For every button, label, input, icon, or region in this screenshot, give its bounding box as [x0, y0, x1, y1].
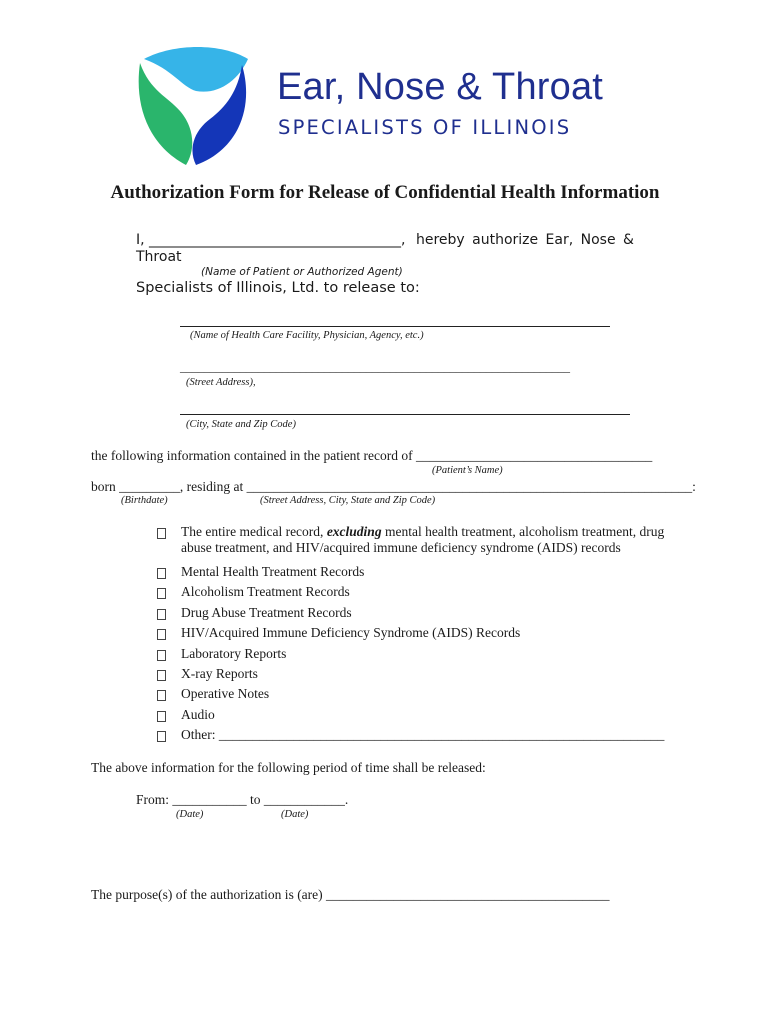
checkbox[interactable] — [157, 528, 166, 539]
checkbox[interactable] — [157, 650, 166, 661]
patient-name-caption: (Patient’s Name) — [432, 465, 503, 476]
agent-name-blank: ____________________________________, — [149, 232, 406, 248]
form-title: Authorization Form for Release of Confidential Health Information — [110, 182, 660, 203]
record-type-label: Other: __________________________________________________________________ — [181, 727, 665, 743]
checkbox[interactable] — [157, 731, 166, 742]
agent-name-caption: (Name of Patient or Authorized Agent) — [201, 266, 403, 278]
street-address-caption: (Street Address), — [186, 377, 256, 388]
purpose-line: The purpose(s) of the authorization is (are) __________________________________________ — [91, 887, 610, 902]
record-type-label: HIV/Acquired Immune Deficiency Syndrome (AIDS) Records — [181, 625, 521, 641]
residence-address-caption: (Street Address, City, State and Zip Code) — [260, 495, 436, 506]
facility-caption: (Name of Health Care Facility, Physician, Agency, etc.) — [190, 330, 424, 341]
entire-record-emphasis: excluding — [326, 524, 382, 539]
record-type-label: Drug Abuse Treatment Records — [181, 604, 352, 620]
patient-record-line: the following information contained in the patient record of ___________________________________ — [91, 448, 653, 463]
entire-record-line2: abuse treatment, and HIV/acquired immune deficiency syndrome (AIDS) records — [181, 540, 621, 555]
entire-record-suffix: mental health treatment, alcoholism treatment, drug — [384, 524, 665, 539]
intro-authorize: hereby authorize Ear, Nose & — [415, 232, 634, 248]
record-type-label: X-ray Reports — [181, 665, 258, 681]
intro-line-3: Specialists of Illinois, Ltd. to release to: — [136, 280, 420, 296]
city-state-zip-caption: (City, State and Zip Code) — [186, 419, 296, 430]
logo-mark — [134, 45, 252, 167]
logo-subtitle: SPECIALISTS OF ILLINOIS — [278, 116, 572, 139]
checkbox[interactable] — [157, 609, 166, 620]
checkbox[interactable] — [157, 568, 166, 579]
entire-record-prefix: The entire medical record, — [181, 524, 324, 539]
from-to-line: From: ___________ to ____________. — [136, 792, 349, 807]
intro-i: I, — [136, 232, 145, 248]
from-date-caption: (Date) — [176, 809, 204, 820]
record-type-entire-label — [181, 524, 664, 556]
record-type-label: Laboratory Reports — [181, 645, 287, 661]
intro-line-2: Throat — [136, 249, 182, 265]
checkbox[interactable] — [157, 670, 166, 681]
period-text: The above information for the following period of time shall be released: — [91, 760, 486, 775]
record-type-label: Audio — [181, 706, 215, 722]
checkbox[interactable] — [157, 588, 166, 599]
born-residing-line: born _________, residing at __________________________________________________________________: — [91, 479, 696, 494]
record-type-label: Alcoholism Treatment Records — [181, 584, 350, 600]
checkbox[interactable] — [157, 711, 166, 722]
checkbox[interactable] — [157, 690, 166, 701]
record-type-label: Operative Notes — [181, 686, 270, 702]
to-date-caption: (Date) — [281, 809, 309, 820]
birthdate-caption: (Birthdate) — [121, 495, 168, 506]
facility-name-line — [180, 326, 610, 327]
logo-swoosh-cyan — [144, 47, 248, 92]
record-type-label: Mental Health Treatment Records — [181, 564, 365, 579]
logo-title: Ear, Nose & Throat — [277, 66, 604, 108]
street-address-blank: _________________________________________________________________ — [180, 360, 570, 374]
checkbox[interactable] — [157, 629, 166, 640]
city-state-zip-line — [180, 414, 630, 415]
intro-line-1 — [136, 232, 634, 248]
